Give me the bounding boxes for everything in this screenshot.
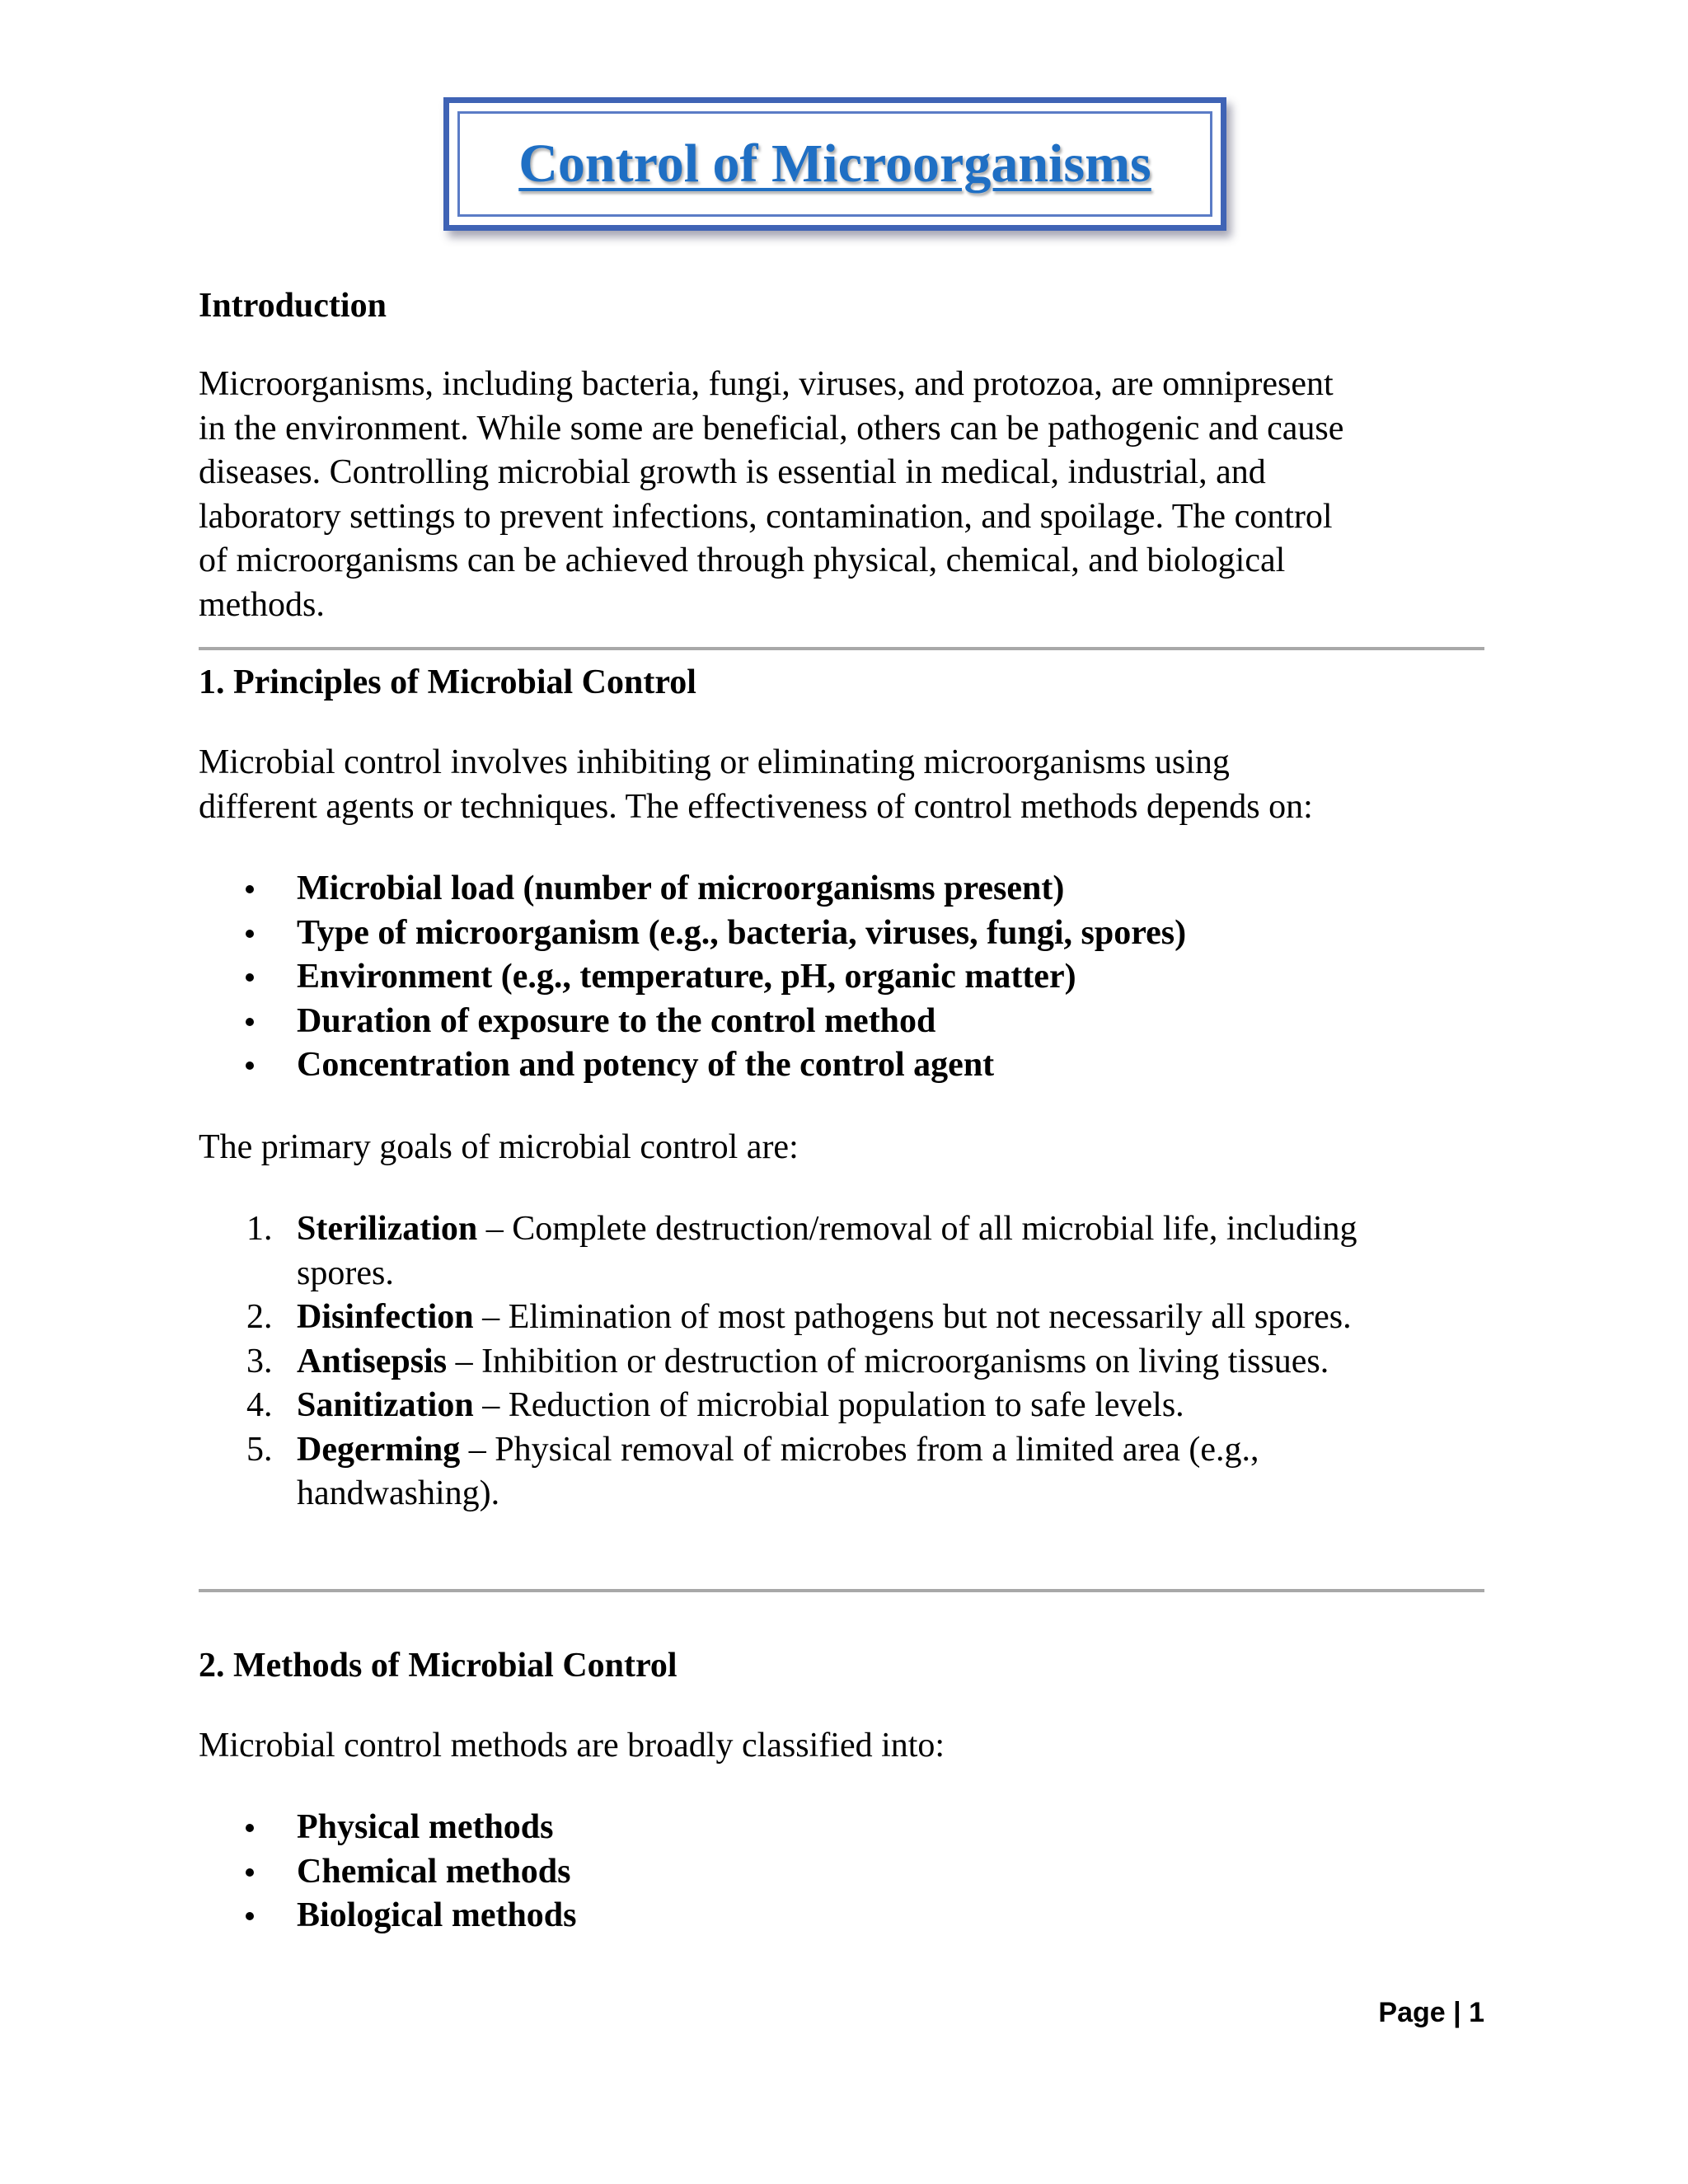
- title-box: [443, 97, 1226, 231]
- intro-line: diseases. Controlling microbial growth is essential in medical, industrial, and: [199, 453, 1266, 491]
- bullet-icon: [246, 1062, 254, 1070]
- intro-line: of microorganisms can be achieved through physical, chemical, and biological: [199, 541, 1286, 579]
- intro-line: in the environment. While some are beneficial, others can be pathogenic and cause: [199, 409, 1344, 448]
- goal-description: – Elimination of most pathogens but not necessarily all spores.: [473, 1298, 1352, 1336]
- intro-paragraph: [199, 363, 1484, 627]
- section-divider: [199, 1589, 1484, 1592]
- goal-description: – Complete destruction/removal of all microbial life, including: [477, 1210, 1357, 1248]
- goal-description: – Physical removal of microbes from a limited area (e.g.,: [460, 1430, 1259, 1469]
- section1-intro-paragraph: [199, 741, 1484, 829]
- section1-intro-line: Microbial control involves inhibiting or eliminating microorganisms using: [199, 743, 1230, 781]
- list-item: [199, 867, 1484, 912]
- list-item-text: Biological methods: [297, 1896, 577, 1934]
- list-item-text: Duration of exposure to the control method: [297, 1001, 936, 1040]
- list-item: [199, 1428, 1484, 1516]
- document-body: [199, 272, 1484, 1938]
- goal-term: Degerming: [297, 1430, 461, 1469]
- goal-term: Disinfection: [297, 1298, 474, 1336]
- goal-description: – Inhibition or destruction of microorganisms on living tissues.: [447, 1342, 1329, 1380]
- control-methods-list: [199, 1806, 1484, 1938]
- list-item-number: 4.: [246, 1386, 273, 1424]
- effectiveness-factors-list: [199, 867, 1484, 1088]
- goals-intro: The primary goals of microbial control are:: [199, 1127, 799, 1166]
- list-item-text: Environment (e.g., temperature, pH, organic matter): [297, 958, 1076, 996]
- list-item: [199, 1296, 1484, 1340]
- bullet-icon: [246, 930, 254, 938]
- list-item: [199, 1207, 1484, 1296]
- intro-heading: Introduction: [199, 287, 387, 325]
- list-item: [199, 1894, 1484, 1938]
- list-item: [199, 955, 1484, 1000]
- microbial-control-goals-list: [199, 1207, 1484, 1516]
- intro-line: laboratory settings to prevent infections, contamination, and spoilage. The control: [199, 497, 1333, 536]
- list-item-text: Type of microorganism (e.g., bacteria, viruses, fungi, spores): [297, 913, 1187, 952]
- page-number: Page | 1: [1378, 1997, 1484, 2028]
- goal-term: Sterilization: [297, 1210, 478, 1248]
- section1-intro-line: different agents or techniques. The effectiveness of control methods depends on:: [199, 787, 1313, 826]
- goal-term: Sanitization: [297, 1386, 474, 1424]
- bullet-icon: [246, 1912, 254, 1920]
- section-divider: [199, 647, 1484, 650]
- section1-heading: 1. Principles of Microbial Control: [199, 663, 696, 701]
- list-item-number: 1.: [246, 1210, 273, 1248]
- section2-intro: Microbial control methods are broadly classified into:: [199, 1726, 945, 1765]
- list-item-number: 5.: [246, 1430, 273, 1469]
- list-item: [199, 1850, 1484, 1895]
- list-item-text: Physical methods: [297, 1808, 554, 1846]
- bullet-icon: [246, 973, 254, 982]
- list-item-text: Microbial load (number of microorganisms present): [297, 869, 1065, 907]
- intro-line: methods.: [199, 585, 325, 624]
- goal-description-continued: handwashing).: [297, 1474, 500, 1512]
- list-item: [199, 1000, 1484, 1044]
- document-title: Control of Microorganisms: [518, 134, 1151, 194]
- list-item: [199, 1384, 1484, 1428]
- goal-term: Antisepsis: [297, 1342, 448, 1380]
- title-box-inner: [457, 111, 1212, 217]
- goal-description-continued: spores.: [297, 1254, 394, 1292]
- list-item-text: Concentration and potency of the control agent: [297, 1046, 995, 1084]
- list-item-text: Chemical methods: [297, 1852, 571, 1891]
- list-item: [199, 1043, 1484, 1088]
- bullet-icon: [246, 1018, 254, 1026]
- bullet-icon: [246, 885, 254, 893]
- section2-heading: 2. Methods of Microbial Control: [199, 1646, 678, 1685]
- list-item: [199, 912, 1484, 956]
- list-item-number: 2.: [246, 1298, 273, 1336]
- list-item-number: 3.: [246, 1342, 273, 1380]
- bullet-icon: [246, 1824, 254, 1832]
- list-item: [199, 1340, 1484, 1385]
- goal-description: – Reduction of microbial population to safe levels.: [473, 1386, 1184, 1424]
- bullet-icon: [246, 1868, 254, 1877]
- intro-line: Microorganisms, including bacteria, fungi, viruses, and protozoa, are omnipresent: [199, 365, 1334, 403]
- list-item: [199, 1806, 1484, 1850]
